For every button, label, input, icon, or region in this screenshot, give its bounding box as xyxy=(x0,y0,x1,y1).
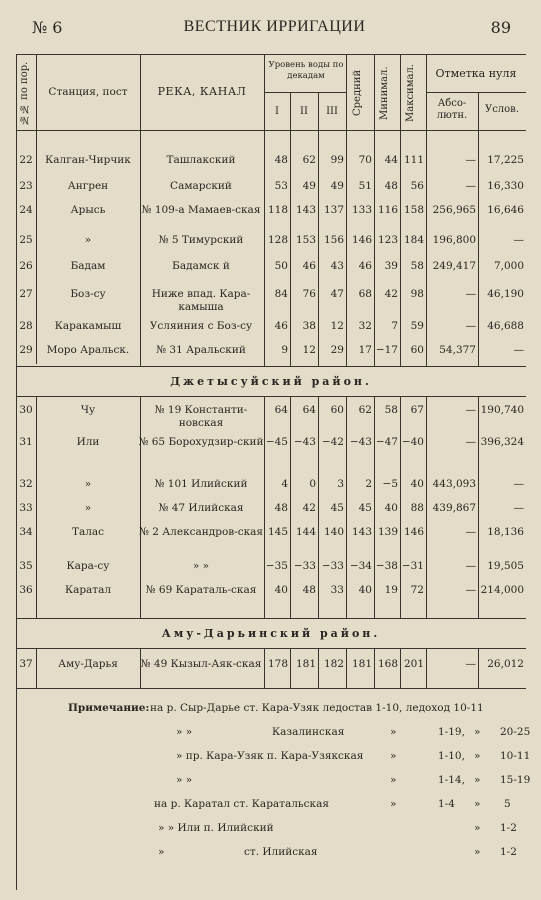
section-heading-dzhetysu: Джетысуйский район. xyxy=(170,375,372,388)
value-max: 98 xyxy=(410,288,424,300)
value-avg: 143 xyxy=(351,526,372,538)
note-date: 10-11 xyxy=(500,750,531,762)
value-min: 42 xyxy=(384,288,398,300)
value-abs: 443,093 xyxy=(432,478,476,490)
river-canal: Бадамск й xyxy=(172,260,230,272)
value-avg: 68 xyxy=(358,288,372,300)
value-abs: — xyxy=(465,584,476,596)
value-d2: 0 xyxy=(309,478,316,490)
col-line xyxy=(374,54,375,130)
note-date: 20-25 xyxy=(500,726,531,738)
section-rule xyxy=(16,366,526,367)
note-ditto: » xyxy=(474,798,481,810)
value-cond: 190,740 xyxy=(480,404,524,416)
value-min: 44 xyxy=(384,154,398,166)
value-d1: 9 xyxy=(281,344,288,356)
station-name: » xyxy=(84,478,92,490)
value-min: 116 xyxy=(377,204,398,216)
station-name: Ангрен xyxy=(67,180,109,192)
water-level-table xyxy=(16,54,531,890)
value-d2: −43 xyxy=(293,436,316,448)
station-name: Моро Аральск. xyxy=(46,344,130,356)
value-d2: 62 xyxy=(302,154,316,166)
river-canal: № 69 Караталь-ская xyxy=(145,584,257,596)
col-header-num: №№ по пор. xyxy=(19,61,30,125)
note-ditto: » xyxy=(474,774,481,786)
value-min: 19 xyxy=(384,584,398,596)
row-number: 32 xyxy=(19,478,33,490)
col-header-decades: Уровень воды по декадам xyxy=(268,60,344,81)
value-cond: 19,505 xyxy=(487,560,524,572)
value-abs: 439,867 xyxy=(432,502,476,514)
value-d3: −42 xyxy=(321,436,344,448)
note-line: » » Или п. Илийский xyxy=(158,822,274,834)
station-name: Калган-Чирчик xyxy=(45,154,131,166)
value-cond: 7,000 xyxy=(493,260,524,272)
value-abs: — xyxy=(465,658,476,670)
value-d1: 4 xyxy=(281,478,288,490)
zero-subrule xyxy=(426,92,526,93)
value-abs: 249,417 xyxy=(432,260,476,272)
header-bottom-rule xyxy=(16,130,526,131)
row-number: 36 xyxy=(19,584,33,596)
note-date: 1-2 xyxy=(500,846,517,858)
value-d2: 153 xyxy=(295,234,316,246)
station-name: Талас xyxy=(71,526,105,538)
value-d3: 45 xyxy=(330,502,344,514)
page-header xyxy=(26,18,523,40)
value-max: 201 xyxy=(403,658,424,670)
note-ditto: » xyxy=(390,798,397,810)
value-cond: 214,000 xyxy=(480,584,524,596)
river-canal: № 101 Илийский xyxy=(154,478,248,490)
value-max: 88 xyxy=(410,502,424,514)
note-ditto: » xyxy=(474,750,481,762)
value-d3: 29 xyxy=(330,344,344,356)
river-canal: Ташлакский xyxy=(166,154,236,166)
value-d2: 64 xyxy=(302,404,316,416)
value-avg: 45 xyxy=(358,502,372,514)
value-d3: 3 xyxy=(337,478,344,490)
value-cond: — xyxy=(513,344,524,356)
value-d3: 60 xyxy=(330,404,344,416)
row-number: 31 xyxy=(19,436,33,448)
col-header-avg: Средний xyxy=(352,69,363,117)
value-max: 146 xyxy=(403,526,424,538)
value-min: −38 xyxy=(375,560,398,572)
value-d3: 47 xyxy=(330,288,344,300)
station-name: Чу xyxy=(80,404,96,416)
value-d3: 182 xyxy=(323,658,344,670)
note-line: » пр. Кара-Узяк п. Кара-Узякская xyxy=(176,750,364,762)
station-name: Аму-Дарья xyxy=(58,658,118,670)
note-ditto: » xyxy=(390,726,397,738)
note-line: на р. Каратал ст. Каратальская xyxy=(154,798,329,810)
value-cond: — xyxy=(513,234,524,246)
value-avg: 2 xyxy=(365,478,372,490)
value-d1: 128 xyxy=(267,234,288,246)
row-number: 33 xyxy=(19,502,33,514)
issue-number: № 6 xyxy=(32,18,63,37)
note-ditto: » » xyxy=(176,726,193,738)
row-number: 24 xyxy=(19,204,33,216)
value-min: −5 xyxy=(382,478,398,490)
value-cond: 18,136 xyxy=(487,526,524,538)
note-ditto: » xyxy=(390,774,397,786)
note-ditto: » xyxy=(474,846,481,858)
value-abs: — xyxy=(465,180,476,192)
river-canal: № 19 Константи-новская xyxy=(154,404,248,429)
value-min: 40 xyxy=(384,502,398,514)
value-min: 168 xyxy=(377,658,398,670)
col-header-station: Станция, пост xyxy=(48,86,128,98)
river-canal: Ниже впад. Кара-камыша xyxy=(151,288,251,313)
value-avg: −34 xyxy=(349,560,372,572)
table-end-rule xyxy=(16,688,526,689)
value-max: 184 xyxy=(403,234,424,246)
value-d2: 76 xyxy=(302,288,316,300)
row-number: 25 xyxy=(19,234,33,246)
value-d3: −33 xyxy=(321,560,344,572)
row-number: 35 xyxy=(19,560,33,572)
value-cond: — xyxy=(513,502,524,514)
value-d2: 49 xyxy=(302,180,316,192)
value-avg: 17 xyxy=(358,344,372,356)
value-abs: — xyxy=(465,560,476,572)
value-avg: 32 xyxy=(358,320,372,332)
value-d3: 156 xyxy=(323,234,344,246)
col-line xyxy=(400,54,401,130)
value-d3: 12 xyxy=(330,320,344,332)
note-date: 1-19, xyxy=(438,726,465,738)
value-avg: 146 xyxy=(351,234,372,246)
value-avg: 51 xyxy=(358,180,372,192)
note-ditto: » xyxy=(390,750,397,762)
value-max: 111 xyxy=(403,154,424,166)
row-number: 27 xyxy=(19,288,33,300)
value-cond: 46,688 xyxy=(487,320,524,332)
table-top-rule xyxy=(16,54,526,55)
value-d2: 144 xyxy=(295,526,316,538)
value-abs: — xyxy=(465,526,476,538)
value-avg: 40 xyxy=(358,584,372,596)
note-date: 1-14, xyxy=(438,774,465,786)
station-name: Каракамыш xyxy=(54,320,122,332)
journal-title: ВЕСТНИК ИРРИГАЦИИ xyxy=(183,18,366,35)
note-ditto: » xyxy=(474,822,481,834)
value-min: 123 xyxy=(377,234,398,246)
value-d1: −45 xyxy=(265,436,288,448)
station-name: » xyxy=(84,502,92,514)
col-header-max: Максимал. xyxy=(405,64,416,122)
station-name: Каратал xyxy=(64,584,112,596)
section-rule xyxy=(16,618,526,619)
col-header-zero: Отметка нуля xyxy=(435,67,517,80)
note-ditto: » xyxy=(474,726,481,738)
station-name: » xyxy=(84,234,92,246)
value-abs: 54,377 xyxy=(439,344,476,356)
note-line: ст. Илийская xyxy=(244,846,318,858)
value-min: 48 xyxy=(384,180,398,192)
section-rule xyxy=(16,648,526,649)
value-max: 67 xyxy=(410,404,424,416)
station-name: Боз-су xyxy=(70,288,106,300)
value-abs: 256,965 xyxy=(432,204,476,216)
station-name: Бадам xyxy=(70,260,106,272)
value-d1: 145 xyxy=(267,526,288,538)
section-heading-amu-darya: Аму-Дарьинский район. xyxy=(161,627,381,640)
row-number: 22 xyxy=(19,154,33,166)
value-max: −31 xyxy=(401,560,424,572)
col-header-d2: II xyxy=(300,106,308,117)
col-header-cond: Услов. xyxy=(484,104,519,115)
row-number: 30 xyxy=(19,404,33,416)
river-canal: № 47 Илийская xyxy=(158,502,244,514)
river-canal: № 2 Александров-ская xyxy=(138,526,264,538)
value-d2: 46 xyxy=(302,260,316,272)
value-d1: 118 xyxy=(267,204,288,216)
col-header-abs: Абсо-лютн. xyxy=(436,98,468,121)
value-avg: 70 xyxy=(358,154,372,166)
river-canal: » » xyxy=(192,560,210,572)
value-d1: 46 xyxy=(274,320,288,332)
value-cond: — xyxy=(513,478,524,490)
value-max: 158 xyxy=(403,204,424,216)
value-max: 59 xyxy=(410,320,424,332)
value-cond: 46,190 xyxy=(487,288,524,300)
note-date: 1-10, xyxy=(438,750,465,762)
value-d2: 48 xyxy=(302,584,316,596)
value-cond: 26,012 xyxy=(487,658,524,670)
value-d3: 43 xyxy=(330,260,344,272)
value-d1: 48 xyxy=(274,154,288,166)
value-avg: 62 xyxy=(358,404,372,416)
note-line: на р. Сыр-Дарье ст. Кара-Узяк ледостав 1-10, ледоход 10-11 xyxy=(150,702,484,714)
value-abs: 196,800 xyxy=(432,234,476,246)
note-date: 1-2 xyxy=(500,822,517,834)
river-canal: № 109-а Мамаев-ская xyxy=(141,204,261,216)
value-d1: 84 xyxy=(274,288,288,300)
col-header-d3: III xyxy=(326,106,338,117)
value-max: 40 xyxy=(410,478,424,490)
value-d2: 12 xyxy=(302,344,316,356)
note-station: Казалинская xyxy=(272,726,345,738)
value-max: 72 xyxy=(410,584,424,596)
value-d2: 143 xyxy=(295,204,316,216)
value-d3: 99 xyxy=(330,154,344,166)
value-avg: −43 xyxy=(349,436,372,448)
station-name: Или xyxy=(76,436,100,448)
value-cond: 17,225 xyxy=(487,154,524,166)
value-d2: 42 xyxy=(302,502,316,514)
value-min: −47 xyxy=(375,436,398,448)
value-d1: 48 xyxy=(274,502,288,514)
row-number: 29 xyxy=(19,344,33,356)
station-name: Кара-су xyxy=(66,560,110,572)
value-d1: 53 xyxy=(274,180,288,192)
value-d3: 140 xyxy=(323,526,344,538)
row-number: 26 xyxy=(19,260,33,272)
note-date: 15-19 xyxy=(500,774,531,786)
river-canal: Самарский xyxy=(170,180,232,192)
value-min: 139 xyxy=(377,526,398,538)
decade-subrule xyxy=(264,92,346,93)
station-name: Арысь xyxy=(70,204,106,216)
note-ditto: » » xyxy=(176,774,193,786)
row-number: 34 xyxy=(19,526,33,538)
notes-label: Примечание: xyxy=(68,702,150,714)
river-canal: Усляиния с Боз-су xyxy=(149,320,253,332)
value-d2: −33 xyxy=(293,560,316,572)
value-d1: 178 xyxy=(267,658,288,670)
col-line xyxy=(346,54,347,130)
river-canal: № 5 Тимурский xyxy=(158,234,244,246)
value-d1: 40 xyxy=(274,584,288,596)
note-ditto: » xyxy=(158,846,165,858)
col-header-river: РЕКА, КАНАЛ xyxy=(157,85,247,98)
value-cond: 16,330 xyxy=(487,180,524,192)
value-d3: 33 xyxy=(330,584,344,596)
value-max: −40 xyxy=(401,436,424,448)
value-abs: — xyxy=(465,154,476,166)
value-abs: — xyxy=(465,404,476,416)
page-number: 89 xyxy=(490,18,511,37)
note-date: 1-4 xyxy=(438,798,455,810)
value-d1: 50 xyxy=(274,260,288,272)
value-max: 58 xyxy=(410,260,424,272)
river-canal: № 49 Кызыл-Аяк-ская xyxy=(140,658,262,670)
value-min: 7 xyxy=(391,320,398,332)
value-d3: 137 xyxy=(323,204,344,216)
value-avg: 46 xyxy=(358,260,372,272)
col-header-min: Минимал. xyxy=(379,66,390,120)
value-abs: — xyxy=(465,288,476,300)
value-abs: — xyxy=(465,436,476,448)
value-d2: 181 xyxy=(295,658,316,670)
value-avg: 181 xyxy=(351,658,372,670)
value-d3: 49 xyxy=(330,180,344,192)
value-max: 56 xyxy=(410,180,424,192)
value-d1: −35 xyxy=(265,560,288,572)
section-rule xyxy=(16,396,526,397)
col-header-d1: I xyxy=(275,106,279,117)
value-min: 39 xyxy=(384,260,398,272)
value-d2: 38 xyxy=(302,320,316,332)
value-d1: 64 xyxy=(274,404,288,416)
row-number: 28 xyxy=(19,320,33,332)
river-canal: № 31 Аральский xyxy=(156,344,246,356)
value-min: −17 xyxy=(375,344,398,356)
value-min: 58 xyxy=(384,404,398,416)
note-date: 5 xyxy=(504,798,511,810)
value-cond: 396,324 xyxy=(480,436,524,448)
value-avg: 133 xyxy=(351,204,372,216)
row-number: 37 xyxy=(19,658,33,670)
row-number: 23 xyxy=(19,180,33,192)
value-abs: — xyxy=(465,320,476,332)
river-canal: № 65 Борохудзир-ский xyxy=(138,436,264,448)
value-max: 60 xyxy=(410,344,424,356)
value-cond: 16,646 xyxy=(487,204,524,216)
